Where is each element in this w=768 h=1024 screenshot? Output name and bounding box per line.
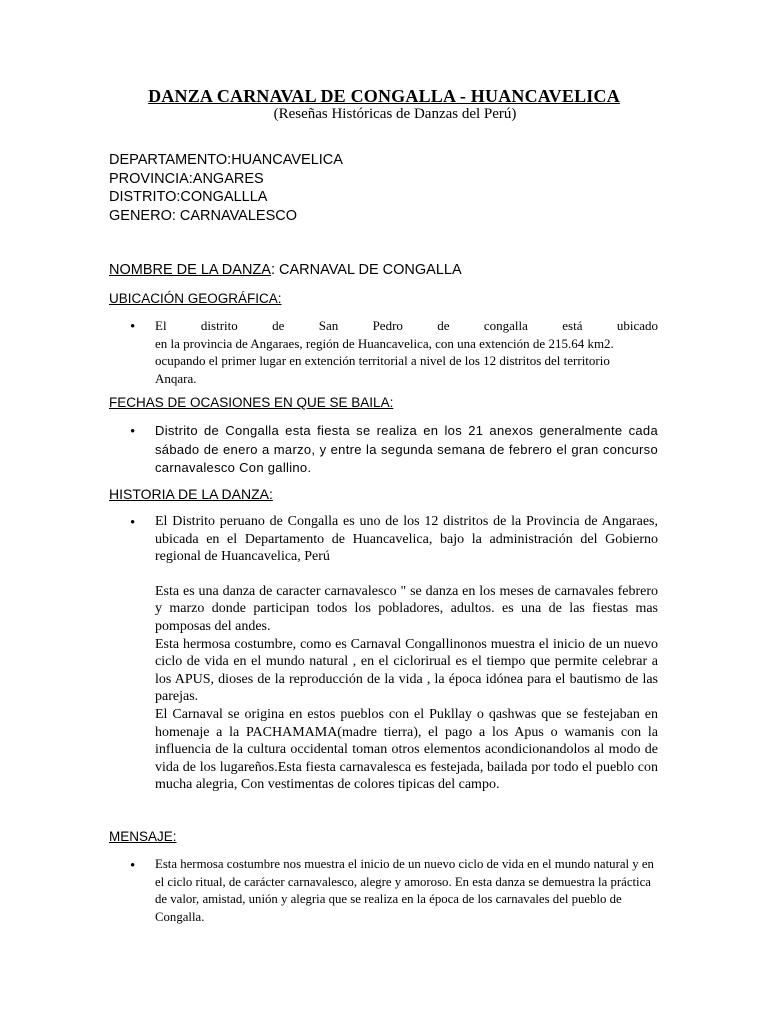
ubicacion-line: en la provincia de Angaraes, región de Huancavelica, con una extención de 215.64 km2. [155, 335, 614, 351]
nombre-value: : CARNAVAL DE CONGALLA [270, 262, 462, 278]
ubicacion-line: El distrito de San Pedro de congalla está ubicado [155, 318, 658, 333]
mensaje-heading [109, 829, 177, 844]
ubicacion-line: ocupando el primer lugar en extención territorial a nivel de los 12 distritos del territorio [155, 353, 610, 368]
mensaje-text: Esta hermosa costumbre nos muestra el inicio de un nuevo ciclo de vida en el mundo natural y en el ciclo ritual, de carácter carnavalesco, alegre y amoroso. En esta danza se demuestra la práctica de valor, amistad, unión y alegria que se realiza en la época de los carnavales del pueblo de Congalla. [155, 857, 654, 924]
ubicacion-text [155, 317, 658, 387]
historia-text [155, 513, 658, 794]
nombre-heading [109, 262, 462, 278]
ubicacion-heading-text: UBICACIÓN GEOGRÁFICA: [109, 291, 282, 306]
ubicacion-heading [109, 291, 282, 306]
document-title: DANZA CARNAVAL DE CONGALLA - HUANCAVELICA [148, 86, 620, 106]
historia-paragraph-1: El Distrito peruano de Congalla es uno de los 12 distritos de la Provincia de Angaraes, ubicada en el Departamento de Huancavelica, bajo la administración del Gobierno regional de Huancavelica, Perú [155, 514, 658, 565]
departamento-line: DEPARTAMENTO:HUANCAVELICA [109, 152, 343, 168]
fechas-heading [109, 395, 393, 410]
bullet-icon: • [130, 858, 136, 874]
fechas-text: Distrito de Congalla esta fiesta se realiza en los 21 anexos generalmente cada sábado de enero a marzo, y entre la segunda semana de febrero el gran concurso carnavalesco Con gallino. [155, 423, 658, 475]
document-subtitle: (Reseñas Históricas de Danzas del Perú) [273, 106, 517, 122]
historia-paragraph-3: Esta hermosa costumbre, como es Carnaval Congallinonos muestra el inicio de un nuevo ciclo de vida en el mundo natural , en el ciclorirual es el tiempo que permite celebrar a los APUS, dioses de la reproducción de la vida , la época idónea para el bautismo de las parejas. [155, 636, 658, 705]
mensaje-heading-text: MENSAJE: [109, 829, 177, 844]
fechas-heading-text: FECHAS DE OCASIONES EN QUE SE BAILA: [109, 395, 394, 410]
provincia-line: PROVINCIA:ANGARES [109, 170, 264, 187]
genero-line: GENERO: CARNAVALESCO [109, 207, 298, 224]
bullet-icon: • [130, 424, 136, 440]
bullet-icon: • [130, 515, 136, 531]
metadata-block [109, 151, 343, 225]
historia-heading [109, 486, 273, 502]
distrito-line: DISTRITO:CONGALLLA [109, 189, 268, 205]
nombre-label: NOMBRE DE LA DANZA [109, 262, 271, 278]
historia-paragraph-4: El Carnaval se origina en estos pueblos con el Pukllay o qashwas que se festejaban en homenaje a la PACHAMAMA(madre tierra), el pago a los Apus o wamanis con la influencia de la cultura occidental toman otros elementos acondicionandolos al modo de vida de los lugareños.Esta fiesta carnavalesca es festejada, bailada por todo el pueblo con mucha alegria, Con vestimentas de colores tipicas del campo. [155, 706, 658, 793]
historia-heading-text: HISTORIA DE LA DANZA: [109, 486, 273, 502]
bullet-icon: • [130, 319, 136, 335]
ubicacion-line: Anqara. [155, 370, 197, 386]
historia-paragraph-2: Esta es una danza de caracter carnavalesco " se danza en los meses de carnavales febrero y marzo donde participan todos los pobladores, adultos. es una de las fiestas mas pomposas del andes. [155, 583, 658, 634]
